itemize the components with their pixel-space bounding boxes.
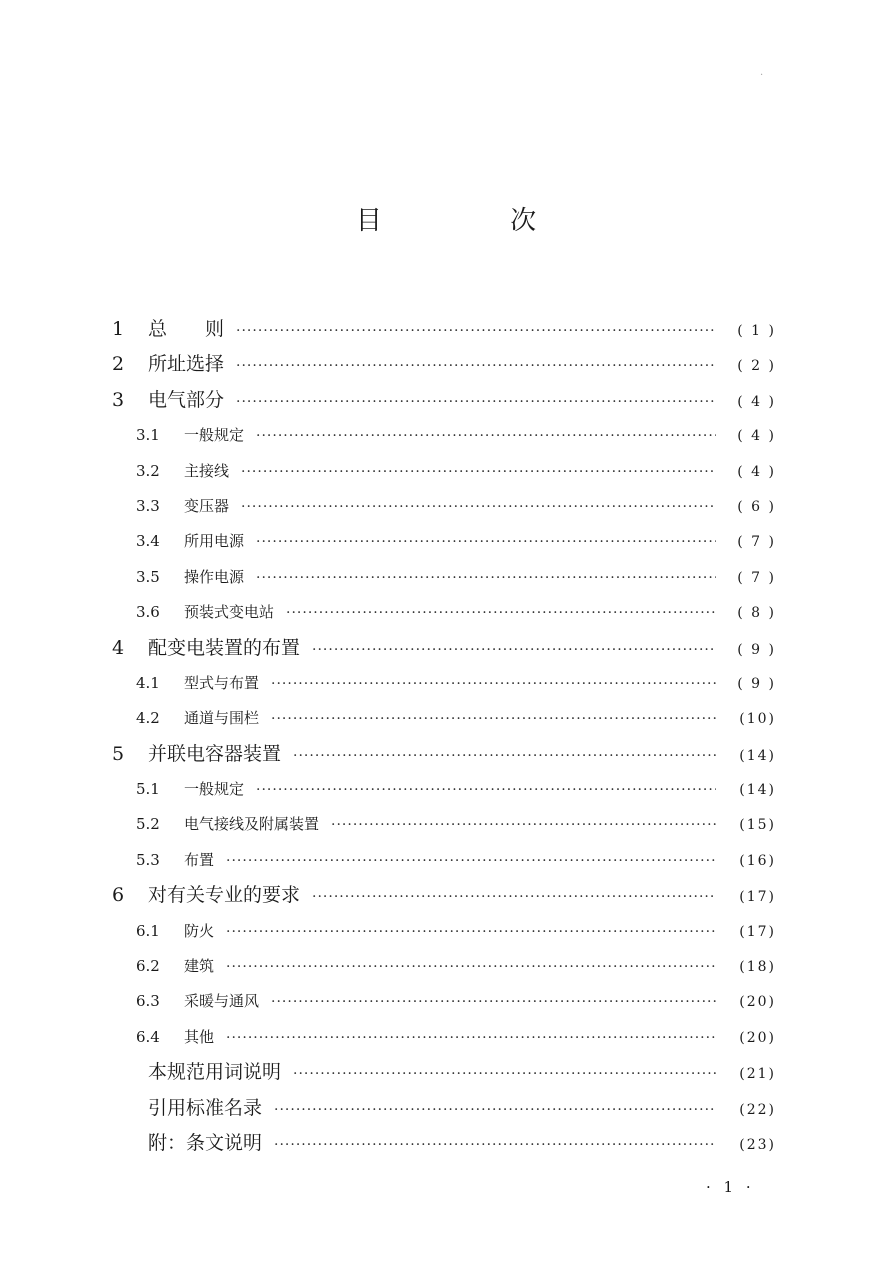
toc-entry-number: 5 <box>112 742 125 765</box>
toc-entry-number: 3.2 <box>136 461 160 480</box>
dot-leader <box>226 915 716 950</box>
table-of-contents <box>112 312 776 1161</box>
toc-entry <box>112 1055 776 1090</box>
dot-leader <box>312 633 716 668</box>
toc-entry-number: 1 <box>112 318 125 340</box>
toc-entry-title: 采暖与通风 <box>184 992 260 1011</box>
toc-entry <box>112 984 776 1019</box>
toc-entry-page: (15) <box>739 817 776 834</box>
toc-entry <box>112 383 776 418</box>
toc-entry-page: (14) <box>739 782 776 799</box>
dot-leader <box>256 419 716 454</box>
toc-entry-number: 4.1 <box>136 673 160 692</box>
dot-leader <box>274 1128 716 1163</box>
dot-leader <box>256 525 716 560</box>
dot-leader <box>226 1021 716 1056</box>
toc-entry <box>112 772 776 807</box>
toc-entry <box>112 312 776 347</box>
toc-entry-number: 3.1 <box>136 426 160 445</box>
dot-leader <box>236 349 716 384</box>
toc-entry-number: 3.6 <box>136 603 160 622</box>
toc-entry-title: 所用电源 <box>184 532 245 551</box>
toc-entry-number: 5.3 <box>136 850 160 869</box>
toc-entry-title: 一般规定 <box>184 426 245 445</box>
toc-entry <box>112 418 776 453</box>
toc-entry-title: 其他 <box>184 1027 215 1046</box>
toc-entry-page: (16) <box>739 852 776 869</box>
dot-leader <box>241 455 716 490</box>
toc-entry-number: 3.4 <box>136 532 160 551</box>
dot-leader <box>241 490 716 525</box>
toc-entry-number: 4.2 <box>136 709 160 728</box>
toc-entry <box>112 631 776 666</box>
toc-entry-title: 一般规定 <box>184 780 245 799</box>
toc-entry-number: 4 <box>112 636 125 659</box>
toc-entry <box>112 666 776 701</box>
toc-entry-page: ( 6 ) <box>737 498 776 515</box>
toc-entry <box>112 843 776 878</box>
dot-leader <box>293 739 716 774</box>
page-title: 目 次 <box>355 206 597 236</box>
toc-entry-title: 防火 <box>184 921 215 940</box>
toc-entry-number: 6 <box>112 884 125 907</box>
toc-entry-page: ( 4 ) <box>737 428 776 445</box>
toc-entry-title: 预装式变电站 <box>184 603 275 622</box>
toc-entry-page: ( 4 ) <box>737 393 776 410</box>
toc-entry-title: 变压器 <box>184 496 230 515</box>
toc-entry <box>112 949 776 984</box>
toc-entry-title: 通道与围栏 <box>184 709 260 728</box>
toc-entry-page: (23) <box>739 1136 776 1153</box>
toc-entry-title: 本规范用词说明 <box>148 1061 282 1084</box>
dot-leader <box>274 1093 716 1128</box>
toc-entry <box>112 878 776 913</box>
toc-entry-number: 2 <box>112 353 125 376</box>
toc-entry <box>112 1020 776 1055</box>
dot-leader <box>256 773 716 808</box>
dot-leader <box>236 385 716 420</box>
toc-entry-page: (17) <box>739 889 776 906</box>
page-number: · 1 · <box>706 1178 755 1196</box>
toc-entry-page: (22) <box>739 1101 776 1118</box>
toc-entry-page: (20) <box>739 1029 776 1046</box>
toc-entry-page: ( 4 ) <box>737 463 776 480</box>
dot-leader <box>312 880 716 915</box>
toc-entry <box>112 595 776 630</box>
toc-entry-page: ( 7 ) <box>737 534 776 551</box>
toc-entry-page: ( 2 ) <box>737 358 776 375</box>
toc-entry-title: 所址选择 <box>148 353 225 376</box>
toc-entry-number: 3.3 <box>136 496 160 515</box>
dot-leader <box>286 596 716 631</box>
dot-leader <box>271 667 716 702</box>
toc-entry-page: (17) <box>739 923 776 940</box>
toc-entry-number: 6.1 <box>136 921 160 940</box>
toc-entry <box>112 807 776 842</box>
toc-entry-title: 对有关专业的要求 <box>148 884 301 907</box>
toc-entry-title: 电气接线及附属装置 <box>184 815 320 834</box>
toc-entry-page: (14) <box>739 747 776 764</box>
toc-entry-title: 并联电容器装置 <box>148 742 282 765</box>
toc-entry-title: 附：条文说明 <box>148 1131 263 1154</box>
toc-entry-title: 配变电装置的布置 <box>148 636 301 659</box>
toc-entry-page: ( 9 ) <box>737 641 776 658</box>
dot-leader <box>271 702 716 737</box>
toc-entry <box>112 1091 776 1126</box>
toc-entry-number: 6.4 <box>136 1027 160 1046</box>
toc-entry-number: 3 <box>112 388 125 411</box>
toc-entry-title: 主接线 <box>184 461 230 480</box>
scan-mark: · <box>760 70 764 81</box>
toc-entry-title: 电气部分 <box>148 388 225 411</box>
dot-leader <box>293 1057 716 1092</box>
toc-entry <box>112 1126 776 1161</box>
toc-entry-page: (10) <box>739 711 776 728</box>
toc-entry-page: ( 8 ) <box>737 605 776 622</box>
toc-entry <box>112 737 776 772</box>
toc-entry-number: 3.5 <box>136 567 160 586</box>
toc-entry <box>112 701 776 736</box>
dot-leader <box>271 985 716 1020</box>
dot-leader <box>256 561 716 596</box>
toc-entry-number: 5.1 <box>136 780 160 799</box>
dot-leader <box>226 950 716 985</box>
toc-entry <box>112 454 776 489</box>
toc-entry-page: (21) <box>739 1066 776 1083</box>
toc-entry <box>112 489 776 524</box>
dot-leader <box>226 844 716 879</box>
toc-entry-title: 型式与布置 <box>184 673 260 692</box>
toc-entry <box>112 524 776 559</box>
dot-leader <box>331 808 716 843</box>
toc-entry-number: 5.2 <box>136 815 160 834</box>
toc-entry <box>112 347 776 382</box>
toc-entry-title: 总 则 <box>148 318 225 340</box>
toc-entry <box>112 914 776 949</box>
toc-entry-number: 6.3 <box>136 992 160 1011</box>
toc-entry-title: 引用标准名录 <box>148 1096 263 1119</box>
toc-entry <box>112 560 776 595</box>
toc-entry-page: ( 9 ) <box>737 675 776 692</box>
toc-entry-title: 操作电源 <box>184 567 245 586</box>
toc-entry-page: ( 1 ) <box>737 323 776 339</box>
toc-entry-title: 建筑 <box>184 957 215 976</box>
dot-leader <box>236 314 716 349</box>
toc-entry-page: ( 7 ) <box>737 569 776 586</box>
toc-entry-page: (20) <box>739 994 776 1011</box>
toc-entry-number: 6.2 <box>136 957 160 976</box>
toc-entry-page: (18) <box>739 959 776 976</box>
toc-entry-title: 布置 <box>184 850 215 869</box>
